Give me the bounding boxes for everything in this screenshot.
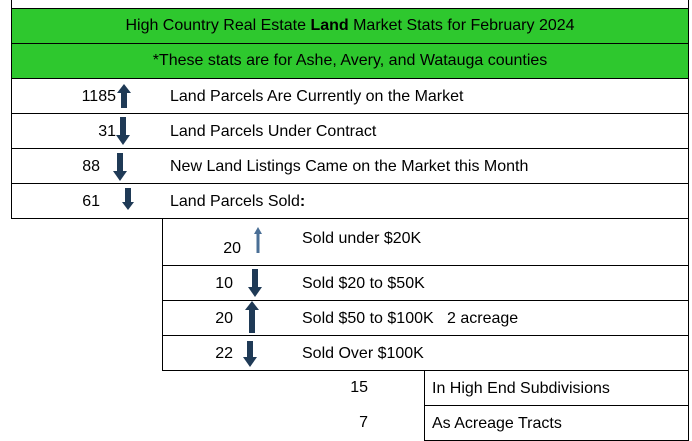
stat-label: Land Parcels Under Contract xyxy=(170,123,377,140)
stat-value: 15 xyxy=(350,379,368,396)
arrow-down-icon xyxy=(243,341,257,367)
stat-row-under-contract xyxy=(11,113,689,149)
stat-label: Land Parcels Are Currently on the Market xyxy=(170,88,464,105)
stat-value: 22 xyxy=(215,345,233,362)
arrow-up-icon xyxy=(117,84,131,108)
stat-value: 61 xyxy=(82,193,100,210)
arrow-down-icon xyxy=(248,269,262,297)
arrow-down-icon xyxy=(113,153,127,181)
stat-row-on-market xyxy=(11,78,689,114)
stat-value: 7 xyxy=(359,414,368,431)
stat-row-sold xyxy=(11,183,689,219)
stat-value: 31 xyxy=(98,123,116,140)
stat-label: Sold under $20K xyxy=(302,230,422,247)
stat-label: Sold $50 to $100K 2 acreage xyxy=(302,310,519,327)
stat-label: New Land Listings Came on the Market this Month xyxy=(170,158,529,175)
subtitle-banner xyxy=(11,43,689,79)
stat-label: Sold Over $100K xyxy=(302,345,424,362)
stat-label: As Acreage Tracts xyxy=(432,415,562,432)
over-row-subdivisions xyxy=(424,370,689,406)
arrow-down-icon xyxy=(122,188,134,210)
sold-row-over-100k xyxy=(162,335,689,371)
arrow-up-icon xyxy=(254,227,262,253)
page-subtitle: *These stats are for Ashe, Avery, and Watauga counties xyxy=(152,52,548,69)
title-banner xyxy=(11,8,689,44)
stat-label: Land Parcels Sold: xyxy=(170,193,306,210)
stat-label: Sold $20 to $50K xyxy=(302,275,425,292)
stat-row-new-listings xyxy=(11,148,689,184)
arrow-down-icon xyxy=(116,117,130,145)
arrow-up-icon xyxy=(245,301,259,333)
stat-label: In High End Subdivisions xyxy=(432,380,610,397)
sold-row-20-50k xyxy=(162,265,689,301)
stat-value: 1185 xyxy=(81,88,116,105)
sold-row-50-100k xyxy=(162,300,689,336)
stat-value: 20 xyxy=(215,310,233,327)
stat-value: 10 xyxy=(215,275,233,292)
page-title: High Country Real Estate Land Market Stats for February 2024 xyxy=(125,17,575,34)
sold-row-under-20k xyxy=(162,218,689,266)
stat-value: 88 xyxy=(82,158,100,175)
stat-value: 20 xyxy=(223,240,241,257)
